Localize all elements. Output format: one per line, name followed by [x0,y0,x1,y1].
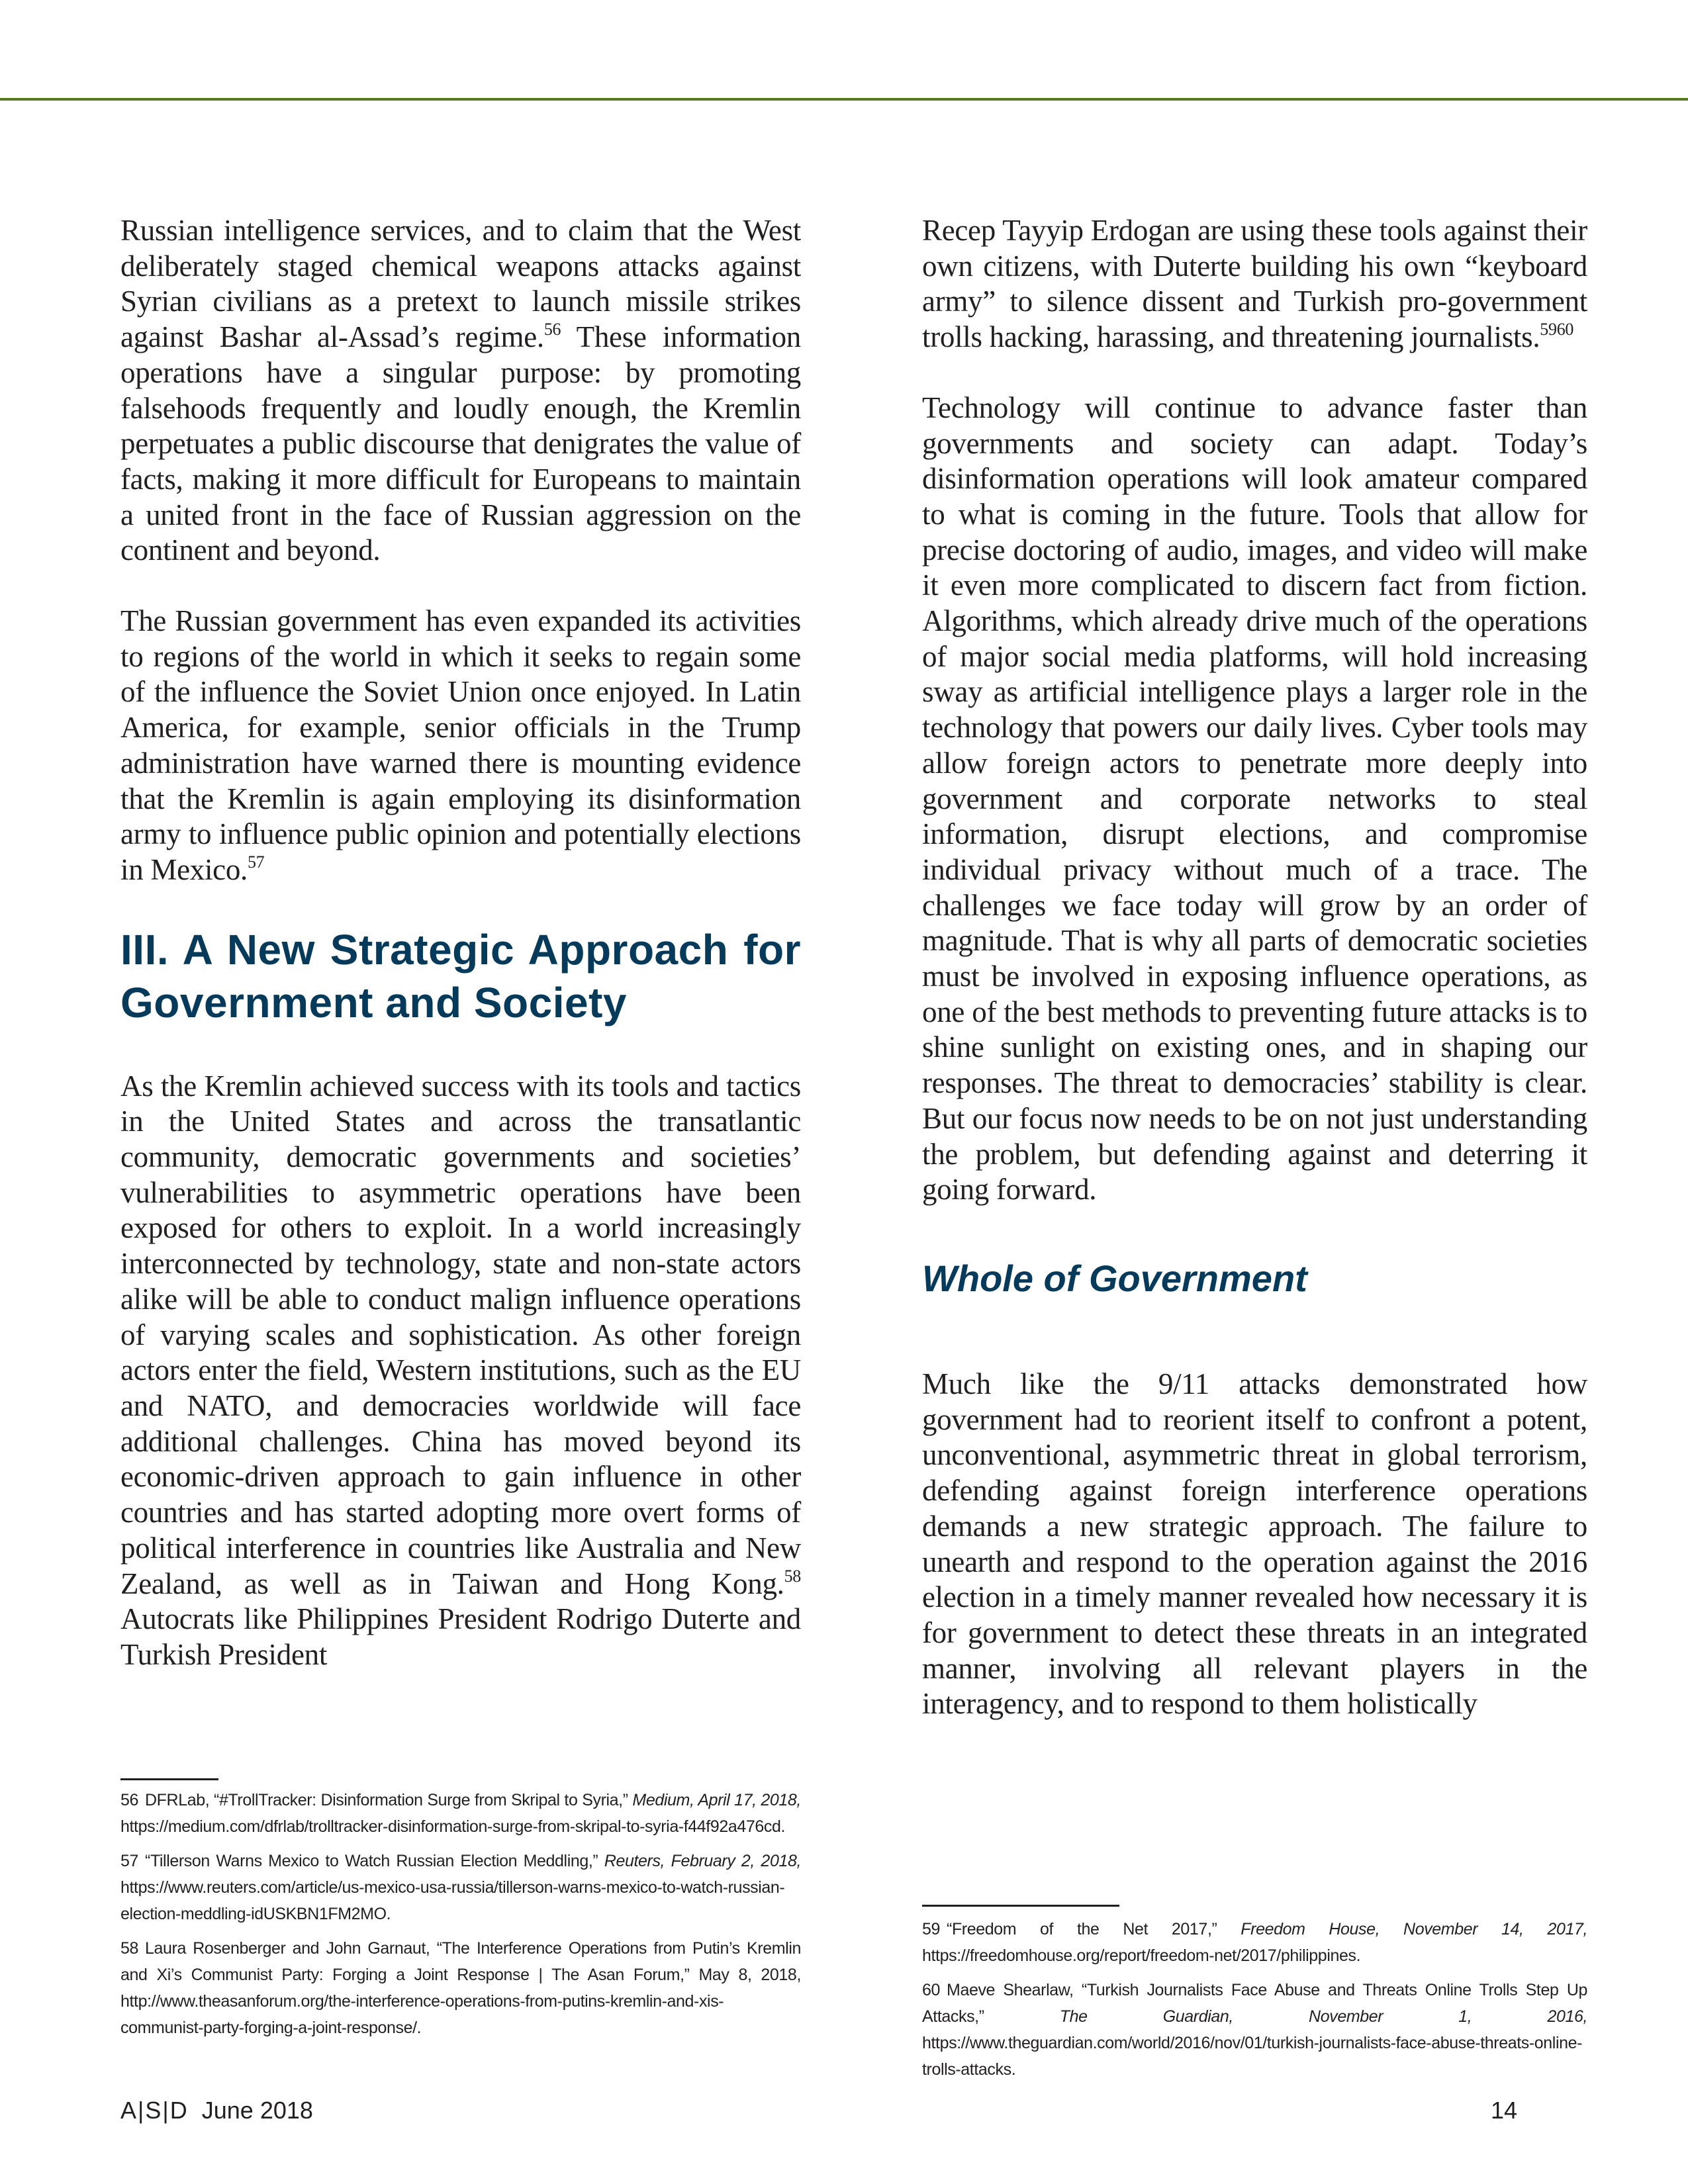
section-heading: III. A New Strategic Approach for Government and Society [120,925,801,1026]
page-number: 14 [1491,2097,1518,2124]
footnotes-left [120,1787,801,2049]
footnote-number: 58 [120,1939,139,1958]
paragraph-text: As the Kremlin achieved success with its tools and tactics in the United States and across the transatlantic community, democratic governments and societies’ vulnerabilities to asymmetric operations have been exposed for others to exploit. In a world increasingly interconnected by technology, state and non-state actors alike will be able to conduct malign influence operations of varying scales and sophistication. As other foreign actors enter the field, Western institutions, such as the EU and NATO, and democracies worldwide will face additional challenges. China has moved beyond its economic-driven approach to gain influence in other countries and has started adopting more overt forms of political interference in countries like Australia and New Zealand, as well as in Taiwan and Hong Kong. [120,1069,801,1600]
footer-brand [120,2097,313,2124]
logo-letter: S [145,2097,162,2124]
footnote-url[interactable]: https://medium.com/dfrlab/trolltracker-disinformation-surge-from-skripal-to-syria-f44f92a476cd. [120,1817,786,1836]
paragraph-text: Technology will continue to advance faster than governments and society can adapt. Today’s disinformation operations will look amateur compared to what is coming in the future. Tools that allow for precise doctoring of audio, images, and video will make it even more complicated to discern fact from fiction. Algorithms, which already drive much of the operations of major social media platforms, will hold increasing sway as artificial intelligence plays a larger role in the technology that powers our daily lives. Cyber tools may allow foreign actors to penetrate more deeply into government and corporate networks to steal information, disrupt elections, and compromise individual privacy without much of a trace. The challenges we face today will grow by an order of magnitude. That is why all parts of democratic societies must be involved in exposing influence operations, as one of the best methods to preventing future attacks is to shine sunlight on existing ones, and in shaping our responses. The threat to democracies’ stability is clear. But our focus now needs to be on not just understanding the problem, but defending against and deterring it going forward. [922,390,1587,1206]
footer-date: June 2018 [201,2097,313,2124]
footnote-ref[interactable]: 56 [543,320,561,340]
footnote-58 [120,1935,801,2041]
footnote-60 [922,1977,1587,2083]
footnote-59 [922,1916,1587,1969]
footnote-divider [120,1778,218,1780]
footnote-divider [922,1905,1119,1907]
footnote-text: “Freedom of the Net 2017,” [947,1920,1241,1938]
paragraph-text: Much like the 9/11 attacks demonstrated how government had to reorient itself to confront a potent, unconventional, asymmetric threat in global terrorism, defending against foreign interference operations demands a new strategic approach. The failure to unearth and respond to the operation against the 2016 election in a timely manner revealed how necessary it is for government to detect these threats in an integrated manner, involving all relevant players in the interagency, and to respond to them holistically [922,1367,1587,1721]
paragraph-text: Russian intelligence services, and to claim that the West deliberately staged chemical weapons attacks against Syrian civilians as a pretext to launch missile strikes against Bashar al-Assad’s regime. [120,214,801,354]
body-paragraph [922,1367,1587,1722]
asd-logo [120,2097,187,2124]
header-rule [0,98,1688,101]
footnote-source: The Guardian, November 1, 2016, [1059,2007,1588,2026]
body-paragraph [922,390,1587,1208]
footnote-text: “Tillerson Warns Mexico to Watch Russian Election Meddling,” [145,1852,604,1870]
footnote-ref[interactable]: 57 [247,852,265,872]
footnote-url[interactable]: https://freedomhouse.org/report/freedom-net/2017/philippines. [922,1946,1361,1965]
paragraph-text: Autocrats like Philippines President Rodrigo Duterte and Turkish President [120,1602,801,1671]
body-paragraph [120,604,801,888]
logo-letter: D [169,2097,187,2124]
body-paragraph [120,1069,801,1673]
footnote-56 [120,1787,801,1840]
footnote-number: 57 [120,1852,139,1870]
paragraph-text: These information operations have a singular purpose: by promoting falsehoods frequently and loudly enough, the Kremlin perpetuates a public discourse that denigrates the value of facts, making it more difficult for Europeans to maintain a united front in the face of Russian aggression on the continent and beyond. [120,320,801,567]
subsection-heading: Whole of Government [922,1257,1307,1299]
logo-letter: A [120,2097,137,2124]
footnote-ref[interactable]: 5960 [1540,320,1574,340]
paragraph-text: Recep Tayyip Erdogan are using these tools against their own citizens, with Duterte building his own “keyboard army” to silence dissent and Turkish pro-government trolls hacking, harassing, and threatening journalists. [922,214,1587,354]
body-paragraph [120,213,801,569]
footnote-57 [120,1848,801,1927]
footnote-number: 60 [922,1981,941,1999]
footnote-source: Reuters, February 2, 2018, [604,1852,801,1870]
paragraph-text: The Russian government has even expanded its activities to regions of the world in which it seeks to regain some of the influence the Soviet Union once enjoyed. In Latin America, for example, senior officials in the Trump administration have warned there is mounting evidence that the Kremlin is again employing its disinformation army to influence public opinion and potentially elections in Mexico. [120,604,801,886]
footnote-number: 56 [120,1791,139,1809]
footnote-text[interactable]: Laura Rosenberger and John Garnaut, “The Interference Operations from Putin’s Kremlin and Xi’s Communist Party: Forging a Joint Response | The Asan Forum,” May 8, 2018, http://www.theasanforum.org/the-interference-operations-from-putins-kremlin-and-xis-communist-party-forging-a-joint-response/. [120,1939,801,2037]
footnote-source: Freedom House, November 14, 2017, [1241,1920,1588,1938]
footnote-ref[interactable]: 58 [784,1566,801,1586]
footnote-source: Medium, April 17, 2018, [632,1791,801,1809]
body-paragraph [922,213,1587,355]
footnote-number: 59 [922,1920,941,1938]
footnotes-right [922,1916,1587,2091]
footnote-url[interactable]: https://www.reuters.com/article/us-mexico-usa-russia/tillerson-warns-mexico-to-watch-russian-election-meddling-idUSKBN1FM2MO. [120,1878,785,1923]
logo-separator: | [162,2097,169,2124]
right-column [922,213,1587,1722]
logo-separator: | [138,2097,144,2124]
footnote-text: Maeve Shearlaw, “Turkish Journalists Face Abuse and Threats Online Trolls Step Up Attacks,” [922,1981,1587,2026]
footnote-text: DFRLab, “#TrollTracker: Disinformation Surge from Skripal to Syria,” [145,1791,633,1809]
footnote-url[interactable]: https://www.theguardian.com/world/2016/nov/01/turkish-journalists-face-abuse-threats-online-trolls-attacks. [922,2034,1583,2079]
left-column [120,213,801,1673]
